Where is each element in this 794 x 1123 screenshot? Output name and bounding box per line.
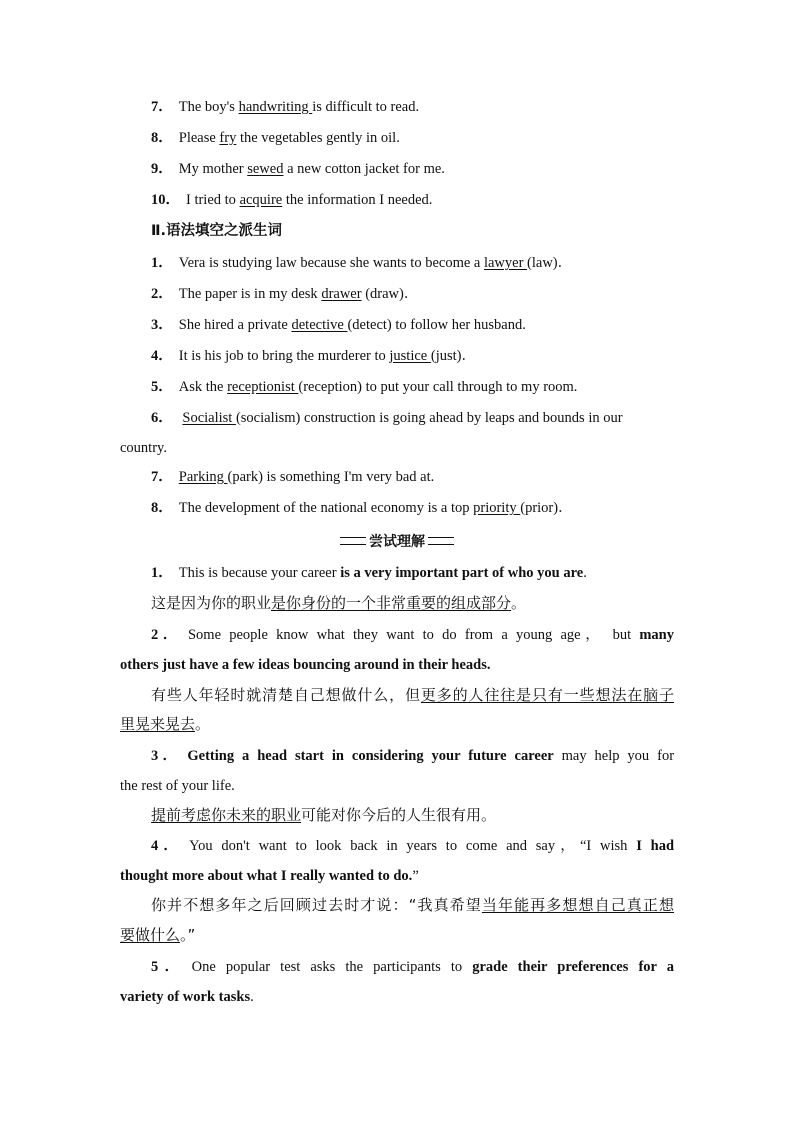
banner-title: 尝试理解 bbox=[369, 534, 425, 550]
key-phrase: I had bbox=[636, 838, 675, 854]
translation: 你并不想多年之后回顾过去时才说：“我真希望当年能再多想想自己真正想 bbox=[151, 896, 674, 914]
banner-rule-left bbox=[340, 537, 366, 545]
try-sentence: 2． Some people know what they want to do from a young age， but many bbox=[151, 627, 674, 643]
answer-blank: priority bbox=[473, 500, 521, 516]
translation-key: 当年能再多想想自己真正想 bbox=[481, 896, 674, 914]
translation-key: 是你身份的一个非常重要的组成部分 bbox=[271, 594, 512, 612]
translation-continuation: 要做什么。” bbox=[120, 926, 196, 944]
try-sentence: 1． This is because your career is a very important part of who you are. bbox=[151, 565, 587, 581]
translation-key: 提前考虑你未来的职业 bbox=[151, 806, 302, 824]
translation: 提前考虑你未来的职业可能对你今后的人生很有用。 bbox=[151, 806, 497, 824]
answer-blank: justice bbox=[389, 348, 431, 364]
grammar-item: 6． Socialist (socialism) construction is going ahead by leaps and bounds in our bbox=[151, 410, 623, 426]
answer-blank: handwriting bbox=[238, 99, 313, 115]
try-sentence: 4． You don't want to look back in years to come and say，“I wish I had bbox=[151, 838, 675, 854]
answer-blank: detective bbox=[291, 317, 348, 333]
sentence-continuation: the rest of your life. bbox=[120, 778, 235, 794]
key-phrase: grade their preferences for a bbox=[472, 959, 674, 975]
answer-blank: drawer bbox=[321, 286, 362, 302]
vocab-item: 8． Please fry the vegetables gently in oil. bbox=[151, 130, 400, 146]
try-sentence: 3． Getting a head start in considering your future career may help you for bbox=[151, 748, 675, 764]
translation-key: 更多的人往往是只有一些想法在脑子 bbox=[420, 686, 674, 704]
grammar-item: 3． She hired a private detective (detect) to follow her husband. bbox=[151, 317, 526, 333]
vocab-item: 9． My mother sewed a new cotton jacket for me. bbox=[151, 161, 445, 177]
answer-blank: Socialist bbox=[182, 410, 236, 426]
answer-blank: fry bbox=[219, 130, 237, 146]
answer-blank: Parking bbox=[178, 469, 228, 485]
grammar-item: 5． Ask the receptionist (reception) to put your call through to my room. bbox=[151, 379, 578, 395]
grammar-item-continuation: country. bbox=[120, 440, 167, 456]
grammar-item: 4． It is his job to bring the murderer to justice (just)． bbox=[151, 348, 476, 364]
grammar-item: 7． Parking (park) is something I'm very bad at. bbox=[151, 469, 435, 485]
answer-blank: lawyer bbox=[483, 255, 528, 271]
key-phrase-continuation: others just have a few ideas bouncing around in their heads. bbox=[120, 657, 491, 673]
banner-rule-right bbox=[428, 537, 454, 545]
answer-blank: receptionist bbox=[227, 379, 299, 395]
answer-blank: acquire bbox=[239, 192, 283, 208]
translation-continuation: 里晃来晃去。 bbox=[120, 715, 211, 733]
key-phrase: Getting a head start in considering your future career bbox=[187, 748, 554, 764]
translation-key: 要做什么 bbox=[120, 926, 181, 944]
grammar-item: 8． The development of the national economy is a top priority (prior)． bbox=[151, 500, 573, 516]
grammar-item: 2． The paper is in my desk drawer (draw)． bbox=[151, 286, 419, 302]
translation-key: 里晃来晃去 bbox=[120, 715, 196, 733]
translation: 这是因为你的职业是你身份的一个非常重要的组成部分。 bbox=[151, 594, 527, 612]
grammar-item: 1． Vera is studying law because she wants to become a lawyer (law)． bbox=[151, 255, 573, 271]
vocab-item: 7． The boy's handwriting is difficult to read. bbox=[151, 99, 420, 115]
section-banner bbox=[340, 531, 454, 551]
section-heading: Ⅱ.语法填空之派生词 bbox=[151, 223, 283, 239]
key-phrase-continuation: variety of work tasks. bbox=[120, 989, 254, 1005]
vocab-item: 10． I tried to acquire the information I needed. bbox=[151, 192, 433, 208]
try-sentence: 5． One popular test asks the participants to grade their preferences for a bbox=[151, 959, 674, 975]
key-phrase-continuation: thought more about what I really wanted to do.” bbox=[120, 868, 419, 884]
translation: 有些人年轻时就清楚自己想做什么，但更多的人往往是只有一些想法在脑子 bbox=[151, 686, 674, 704]
answer-blank: sewed bbox=[247, 161, 284, 177]
key-phrase: many bbox=[639, 627, 674, 643]
key-phrase: is a very important part of who you are bbox=[340, 565, 584, 581]
